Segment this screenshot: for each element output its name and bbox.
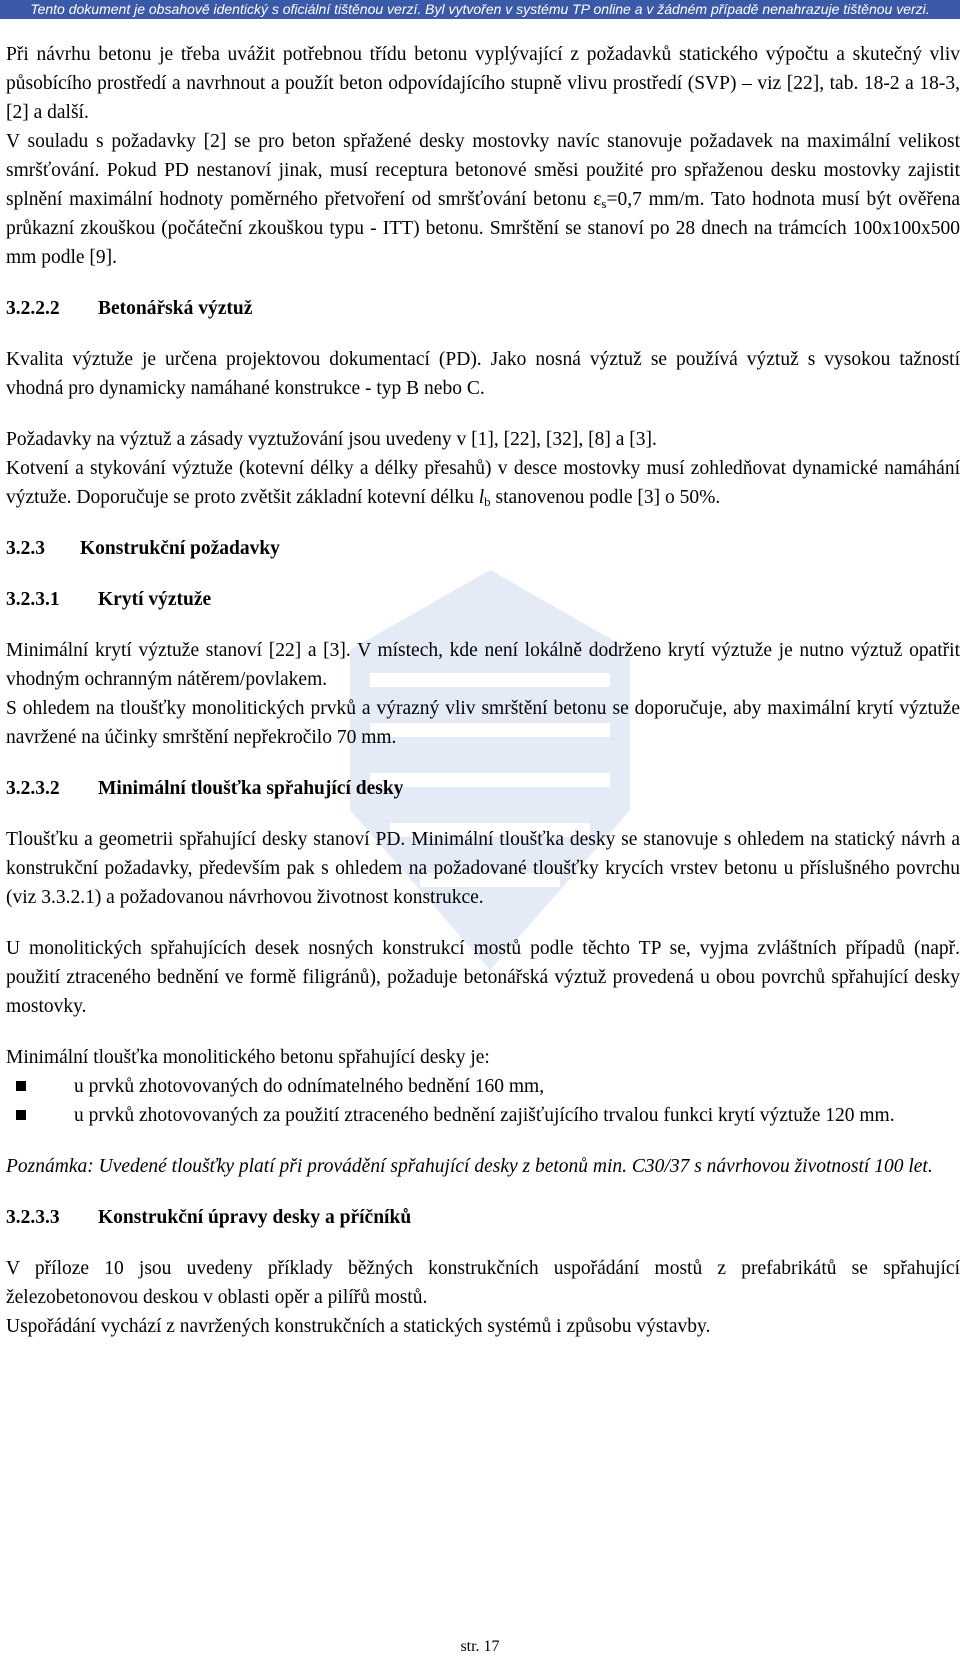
section-heading (6, 1203, 960, 1232)
paragraph-text: stanovenou podle [3] o 50%. (490, 487, 721, 508)
page-number: str. 17 (460, 1638, 500, 1655)
symbol-l: l (478, 487, 485, 508)
section-number: 3.2.3.2 (6, 778, 60, 799)
section-number: 3.2.2.2 (6, 298, 60, 319)
bullet-list (6, 1072, 960, 1130)
document-body (6, 40, 960, 1341)
epsilon-symbol: ε (593, 189, 602, 210)
list-item (6, 1072, 960, 1101)
paragraph-text: Kotvení a stykování výztuže (kotevní délky a délky přesahů) v desce mostovky musí zohledňovat dynamické namáhání výztuže. Doporučuje se proto zvětšit základní kotevní délku (6, 458, 960, 508)
section-title: Betonářská výztuž (98, 298, 253, 319)
paragraph: Při návrhu betonu je třeba uvážit potřebnou třídu betonu vyplývající z požadavků statického výpočtu a skutečný vliv působícího prostředí a navrhnout a použít beton odpovídajícího stupně vlivu prostředí (SVP) – viz [22], tab. 18-2 a 18-3, [2] a další. (6, 44, 960, 123)
paragraph: V příloze 10 jsou uvedeny příklady běžných konstrukčních uspořádání mostů z prefabrikátů se spřahující železobetonovou deskou v oblasti opěr a pilířů mostů. (6, 1258, 960, 1308)
section-heading (6, 585, 960, 614)
paragraph (6, 454, 960, 512)
header-banner: Tento dokument je obsahově identický s oficiální tištěnou verzí. Byl vytvořen v systému TP online a v žádném případě nenahrazuje tištěnou verzi. (0, 0, 960, 19)
section-number: 3.2.3.3 (6, 1207, 60, 1228)
paragraph: U monolitických spřahujících desek nosných konstrukcí mostů podle těchto TP se, vyjma zvláštních případů (např. použití ztraceného bednění ve formě filigránů), požaduje betonářská výztuž provedená u obou povrchů spřahující desky mostovky. (6, 938, 960, 1017)
square-bullet-icon (16, 1081, 26, 1091)
paragraph: S ohledem na tloušťky monolitických prvků a výrazný vliv smrštění betonu se doporučuje, aby maximální krytí výztuže navržené na účinky smrštění nepřekročilo 70 mm. (6, 698, 960, 748)
paragraph: Uspořádání vychází z navržených konstrukčních a statických systémů i způsobu výstavby. (6, 1316, 711, 1337)
section-title: Minimální tloušťka spřahující desky (98, 778, 404, 799)
subscript: s (601, 196, 607, 211)
section-title: Krytí výztuže (98, 589, 212, 610)
paragraph: Minimální tloušťka monolitického betonu spřahující desky je: (6, 1047, 490, 1068)
section-heading (6, 294, 960, 323)
subscript: b (484, 494, 491, 509)
paragraph-text: =0,7 mm/m. Tato hodnota musí být ověřena průkazní zkouškou (počáteční zkouškou typu - ITT) betonu. Smrštění se stanoví po 28 dnech na trámcích 100x100x500 mm podle [9]. (6, 189, 960, 268)
section-number: 3.2.3 (6, 538, 45, 559)
note: Poznámka: Uvedené tloušťky platí při provádění spřahující desky z betonů min. C30/37 s návrhovou životností 100 let. (6, 1156, 933, 1177)
section-title: Konstrukční úpravy desky a příčníků (98, 1207, 412, 1228)
square-bullet-icon (16, 1110, 26, 1120)
list-item-text: u prvků zhotovovaných do odnímatelného bednění 160 mm, (74, 1076, 545, 1097)
list-item (6, 1101, 960, 1130)
paragraph: Požadavky na výztuž a zásady vyztužování jsou uvedeny v [1], [22], [32], [8] a [3]. (6, 429, 657, 450)
section-heading (6, 534, 960, 563)
list-item-text: u prvků zhotovovaných za použití ztraceného bednění zajišťujícího trvalou funkci krytí výztuže 120 mm. (74, 1105, 895, 1126)
section-heading (6, 774, 960, 803)
paragraph: Tloušťku a geometrii spřahující desky stanoví PD. Minimální tloušťka desky se stanovuje s ohledem na statický návrh a konstrukční požadavky, především pak s ohledem na požadované tloušťky krycích vrstev betonu u příslušného povrchu (viz 3.3.2.1) a požadovanou návrhovou životnost konstrukce. (6, 829, 960, 908)
section-title: Konstrukční požadavky (80, 538, 280, 559)
paragraph (6, 127, 960, 272)
paragraph: Kvalita výztuže je určena projektovou dokumentací (PD). Jako nosná výztuž se používá výztuž s vysokou tažností vhodná pro dynamicky namáhané konstrukce - typ B nebo C. (6, 349, 960, 399)
paragraph-text: V souladu s požadavky [2] se pro beton spřažené desky mostovky navíc stanovuje požadavek na maximální velikost smršťování. Pokud PD nestanoví jinak, musí receptura betonové směsi použité pro spřaženou desku mostovky zajistit splnění maximální hodnoty poměrného přetvoření od smršťování betonu (6, 131, 960, 210)
section-number: 3.2.3.1 (6, 589, 60, 610)
paragraph: Minimální krytí výztuže stanoví [22] a [3]. V místech, kde není lokálně dodrženo krytí výztuže je nutno výztuž opatřit vhodným ochranným nátěrem/povlakem. (6, 640, 960, 690)
